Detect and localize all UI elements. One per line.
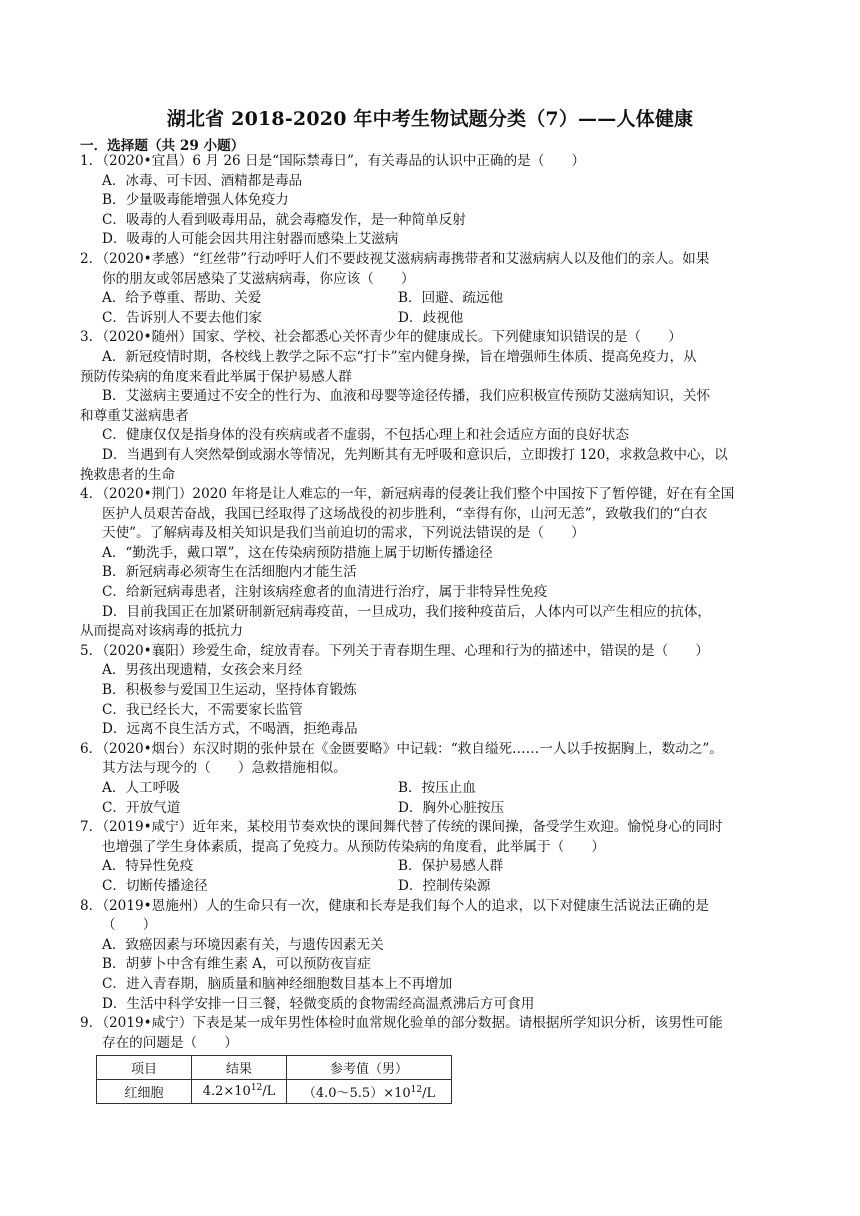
result-exponent: 12 bbox=[250, 1083, 263, 1094]
option-a: A．给予尊重、帮助、关爱 bbox=[102, 290, 262, 307]
option-d: D．吸毒的人可能会因共用注射器而感染上艾滋病 bbox=[102, 231, 399, 248]
option-a: A．新冠疫情时期，各校线上教学之际不忘“打卡”室内健身操，旨在增强师生体质、提高免疫力，从 bbox=[102, 348, 697, 365]
reference-exponent: 12 bbox=[410, 1085, 423, 1096]
option-row bbox=[80, 877, 784, 897]
question-2 bbox=[80, 250, 784, 328]
option-a: A．冰毒、可卡因、酒精都是毒品 bbox=[102, 172, 303, 189]
table-cell bbox=[192, 1080, 287, 1104]
option-c: C．切断传播途径 bbox=[102, 877, 208, 894]
option-d: D．控制传染源 bbox=[398, 877, 491, 894]
result-base: 4.2×10 bbox=[202, 1084, 251, 1100]
option-d: D．远离不良生活方式，不喝酒，拒绝毒品 bbox=[102, 721, 358, 738]
question-4 bbox=[80, 485, 784, 642]
option-c: C．给新冠病毒患者，注射该病痊愈者的血清进行治疗，属于非特异性免疫 bbox=[102, 584, 548, 601]
question-stem-continued: 也增强了学生身体素质，提高了免疫力。从预防传染病的角度看，此举属于（ ） bbox=[102, 838, 605, 855]
option-b: B．积极参与爱国卫生运动，坚持体育锻炼 bbox=[102, 682, 357, 699]
option-a: A．致癌因素与环境因素有关，与遗传因素无关 bbox=[102, 936, 384, 953]
option-b: B．保护易感人群 bbox=[398, 858, 504, 875]
reference-base: （4.0～5.5）×10 bbox=[302, 1086, 411, 1102]
question-stem: 6．（2020•烟台）东汉时期的张仲景在《金匮要略》中记载：“救自缢死……一人以手按据胸上，数动之”。 bbox=[80, 740, 723, 757]
table-row bbox=[97, 1080, 452, 1104]
option-b: B．按压止血 bbox=[398, 780, 476, 796]
option-b-continued: 和尊重艾滋病患者 bbox=[80, 407, 189, 424]
question-stem: 8．（2019•恩施州）人的生命只有一次，健康和长寿是我们每个人的追求，以下对健康生活说法正确的是 bbox=[80, 897, 709, 914]
question-5 bbox=[80, 642, 784, 740]
option-b: B．胡萝卜中含有维生素 A，可以预防夜盲症 bbox=[102, 956, 371, 973]
option-c: C．告诉别人不要去他们家 bbox=[102, 309, 262, 326]
question-9 bbox=[80, 1014, 784, 1104]
question-stem: 9．（2019•咸宁）下表是某一成年男性体检时血常规化验单的部分数据。请根据所学知识分析，该男性可能 bbox=[80, 1015, 723, 1032]
question-6 bbox=[80, 740, 784, 818]
option-c: C．开放气道 bbox=[102, 799, 181, 816]
option-c: C．吸毒的人看到吸毒用品，就会毒瘾发作，是一种简单反射 bbox=[102, 211, 466, 228]
option-a: A．“勤洗手，戴口罩”，这在传染病预防措施上属于切断传播途径 bbox=[102, 544, 493, 561]
question-stem-continued: 你的朋友或邻居感染了艾滋病病毒，你应该（ ） bbox=[102, 270, 415, 287]
option-b: B．回避、疏远他 bbox=[398, 290, 504, 307]
option-b: B．新冠病毒必须寄生在活细胞内才能生活 bbox=[102, 564, 357, 581]
option-d-continued: 挽救患者的生命 bbox=[80, 466, 176, 483]
option-d: D．胸外心脏按压 bbox=[398, 799, 505, 816]
option-row bbox=[80, 799, 784, 819]
question-8 bbox=[80, 897, 784, 1015]
question-stem: 2．（2020•孝感）“红丝带”行动呼吁人们不要歧视艾滋病病毒携带者和艾滋病病人以及他们的亲人。如果 bbox=[80, 250, 710, 267]
option-c: C．进入青春期，脑质量和脑神经细胞数目基本上不再增加 bbox=[102, 975, 453, 992]
option-d-continued: 从而提高对该病毒的抵抗力 bbox=[80, 623, 244, 640]
table-header: 结果 bbox=[192, 1056, 287, 1080]
option-b: B．艾滋病主要通过不安全的性行为、血液和母婴等途径传播，我们应积极宣传预防艾滋病知识，关怀 bbox=[102, 388, 711, 405]
question-stem: 3．（2020•随州）国家、学校、社会都悉心关怀青少年的健康成长。下列健康知识错误的是（ ） bbox=[80, 329, 682, 346]
question-stem: 5．（2020•襄阳）珍爱生命，绽放青春。下列关于青春期生理、心理和行为的描述中，错误的是（ ） bbox=[80, 642, 709, 659]
option-c: C．健康仅仅是指身体的没有疾病或者不虚弱，不包括心理上和社会适应方面的良好状态 bbox=[102, 427, 629, 444]
question-stem-continued: 天使”。了解病毒及相关知识是我们当前迫切的需求，下列说法错误的是（ ） bbox=[102, 525, 585, 542]
option-b: B．少量吸毒能增强人体免疫力 bbox=[102, 192, 289, 209]
section-heading: 一．选择题（共 29 小题） bbox=[80, 138, 245, 154]
option-c: C．我已经长大，不需要家长监管 bbox=[102, 701, 303, 718]
table-cell: 红细胞 bbox=[97, 1080, 192, 1104]
table-header: 参考值（男） bbox=[287, 1056, 452, 1080]
option-d: D．当遇到有人突然晕倒或溺水等情况，先判断其有无呼吸和意识后，立即拨打 120，求救急救中心，以 bbox=[102, 446, 728, 463]
question-stem-continued: 存在的问题是（ ） bbox=[102, 1034, 238, 1051]
option-row bbox=[80, 289, 784, 309]
question-list bbox=[80, 152, 784, 1104]
option-a: A．特异性免疫 bbox=[102, 858, 194, 875]
table-header: 项目 bbox=[97, 1056, 192, 1080]
question-stem-continued: （ ） bbox=[102, 917, 157, 934]
option-row bbox=[80, 309, 784, 329]
question-stem: 1．（2020•宜昌）6 月 26 日是“国际禁毒日”，有关毒品的认识中正确的是（ ） bbox=[80, 153, 586, 169]
question-stem: 4．（2020•荆门）2020 年将是让人难忘的一年，新冠病毒的侵袭让我们整个中国按下了暂停键，好在有全国 bbox=[80, 486, 735, 503]
question-stem-continued: 其方法与现今的（ ）急救措施相似。 bbox=[102, 760, 347, 777]
option-a: A．人工呼吸 bbox=[102, 780, 180, 796]
result-unit: /L bbox=[262, 1084, 276, 1100]
question-7 bbox=[80, 818, 784, 896]
question-3 bbox=[80, 328, 784, 485]
table-header-row bbox=[97, 1056, 452, 1080]
option-row bbox=[80, 779, 784, 799]
option-a-continued: 预防传染病的角度来看此举属于保护易感人群 bbox=[80, 368, 352, 385]
lab-results-table bbox=[96, 1055, 452, 1104]
question-1 bbox=[80, 152, 784, 250]
option-d: D．歧视他 bbox=[398, 309, 464, 326]
question-stem-continued: 医护人员艰苦奋战，我国已经取得了这场战役的初步胜利，“幸得有你，山河无恙”，致敬我们的“白衣 bbox=[102, 505, 708, 522]
option-d: D．目前我国正在加紧研制新冠病毒疫苗，一旦成功，我们接种疫苗后，人体内可以产生相应的抗体， bbox=[102, 603, 712, 620]
option-a: A．男孩出现遗精，女孩会来月经 bbox=[102, 662, 303, 679]
page-title: 湖北省 2018-2020 年中考生物试题分类（7）——人体健康 bbox=[166, 108, 694, 130]
table-cell bbox=[287, 1080, 452, 1104]
question-stem: 7．（2019•咸宁）近年来，某校用节奏欢快的课间舞代替了传统的课间操，备受学生欢迎。愉悦身心的同时 bbox=[80, 819, 723, 836]
option-row bbox=[80, 857, 784, 877]
reference-unit: /L bbox=[422, 1086, 436, 1102]
option-d: D．生活中科学安排一日三餐，轻微变质的食物需经高温煮沸后方可食用 bbox=[102, 995, 535, 1012]
